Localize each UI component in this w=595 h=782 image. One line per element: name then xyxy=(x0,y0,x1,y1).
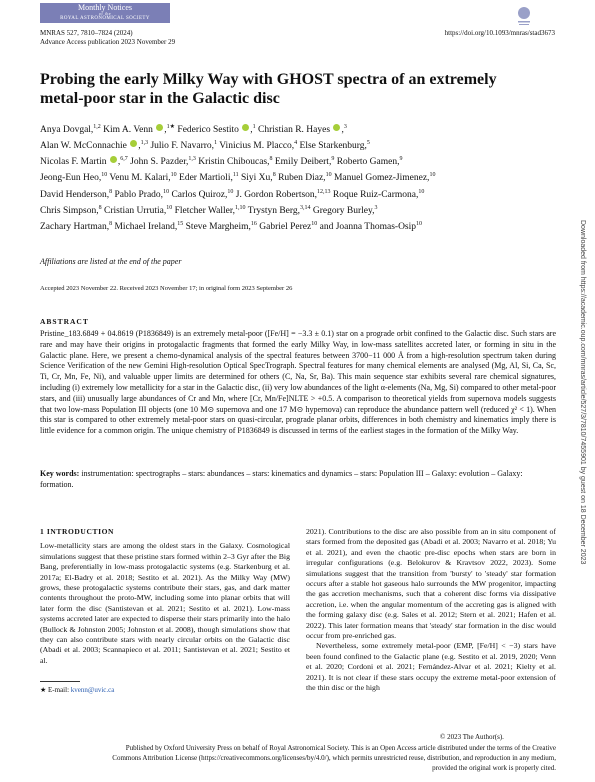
advance-access: Advance Access publication 2023 November 29 xyxy=(40,38,176,46)
email-label: ★ E-mail: xyxy=(40,686,71,694)
author-list xyxy=(40,121,560,234)
citation: MNRAS 527, 7810–7824 (2024) xyxy=(40,29,133,37)
footer-line: Commons Attribution License (https://creativecommons.org/licenses/by/4.0/), which permits unrestricted reuse, distribution, and reproduction in any medium, xyxy=(112,754,556,762)
author-line: Nicolas F. Martin ,$^{6,7}$ John S. Pazder,$^{1,3}$ Kristin Chiboucas,$^8$ Emily Deibert,$^9$ Roberto Gamen,$^9$ xyxy=(40,156,403,168)
author-line: Zachary Hartman,$^8$ Michael Ireland,$^{15}$ Steve Margheim,$^{16}$ Gabriel Perez$^{10}$ and Joanna Thomas-Osip$^{10}$ xyxy=(40,220,423,233)
download-notice: Downloaded from https://academic.oup.com/mnras/article/527/3/7810/7455901 by guest on 18 December 2023 xyxy=(579,220,586,565)
affiliations-note: Affiliations are listed at the end of the paper xyxy=(40,257,182,266)
paragraph: Nevertheless, some extremely metal-poor (EMP, [Fe/H] < −3) stars have been found confined to the Galactic plane (e.g. Sestito et al. 2019, 2020; Venn et al. 2020; Cordoni et al. 2021; Fernández-Alvar et al. 2021; Kielty et al. 2021). It is not clear if these stars occupy the extreme metal-poor extension of the thin disc or the high xyxy=(306,641,556,693)
banner-line2: of the xyxy=(98,11,112,16)
abstract-text: Pristine_183.6849 + 04.8619 (P1836849) is an extremely metal-poor ([Fe/H] = −3.3 ± 0.1) star on a prograde orbit confined to the Galactic disc. Such stars are rare and may have their origins in protogalactic fragments that formed the early Milky Way, in low-mass satellites accreted later, or forming in situ in the Galactic plane. Here, we present a chemo-dynamical analysis of the spectral features between 3700−11 000 Å from a high-resolution spectrum taken during Science Verification of the new Gemini High-resolution Optical SpecTrograph. Spectral features for many chemical elements are analysed (Mg, Al, Si, Ca, Sc, Ti, Cr, Mn, Fe, Ni), and valuable upper limits are determined for others (C, Na, Sr, Ba). This main sequence star exhibits several rare chemical signatures, including (i) extremely low metallicity for a star in the Galactic disc, (ii) very low abundances of the light α-elements (Na, Mg, Si) compared to other metal-poor stars, and (iii) unusually large abundances of Cr and Mn, where [Cr, Mn/Fe]NLTE > +0.5. A comparison to theoretical yields from supernova models suggests that two low-mass Population III objects (one 10 M⊙ supernova and one 17 M⊙ hypernova) can reproduce the abundance pattern well (reduced χ² < 1). When this star is compared to other extremely metal-poor stars on quasi-circular, prograde planar orbits, differences in both chemistry and kinematics imply there is little evidence for a common origin. The unique chemistry of P1836849 is discussed in terms of the earliest stages in the formation of the Milky Way. xyxy=(40,329,556,436)
author-line: Jeong-Eun Heo,$^{10}$ Venu M. Kalari,$^{10}$ Eder Martioli,$^{11}$ Siyi Xu,$^8$ Ruben Diaz,$^{10}$ Manuel Gomez-Jimenez,$^{10}$ xyxy=(40,172,436,184)
ras-logo-icon xyxy=(514,5,534,27)
footer-line: Published by Oxford University Press on behalf of Royal Astronomical Society. This is an Open Access article distributed under the terms of the Creative xyxy=(125,744,556,752)
keywords-label: Key words: xyxy=(40,469,80,478)
orcid-icon[interactable] xyxy=(130,140,137,147)
footnote-email xyxy=(40,686,114,694)
section-heading: 1 INTRODUCTION xyxy=(40,527,115,536)
keywords xyxy=(40,469,556,491)
footnote-rule xyxy=(40,681,80,682)
keywords-text: instrumentation: spectrographs – stars: abundances – stars: kinematics and dynamics – stars: Population III – Galaxy: evolution – Galaxy: formation. xyxy=(40,469,523,489)
copyright: © 2023 The Author(s). xyxy=(440,733,504,741)
orcid-icon[interactable] xyxy=(242,124,249,131)
orcid-icon[interactable] xyxy=(110,156,117,163)
author-line: Chris Simpson,$^8$ Cristian Urrutia,$^{10}$ Fletcher Waller,$^{1,10}$ Trystyn Berg,$^{3,14}$ Gregory Burley,$^3$ xyxy=(40,204,378,216)
banner-line1: Monthly Notices xyxy=(78,3,132,12)
orcid-icon[interactable] xyxy=(156,124,163,131)
accepted-dates: Accepted 2023 November 22. Received 2023 November 17; in original form 2023 September 26 xyxy=(40,285,293,292)
column-left xyxy=(40,527,290,666)
download-sidebar xyxy=(576,220,586,640)
author-line: Anya Dovgal,$^{1,2}$ Kim A. Venn ,$^{1★}$ Federico Sestito ,$^1$ Christian R. Hayes ,$^3$ xyxy=(40,124,347,136)
license-footer xyxy=(40,743,556,773)
author-line: Alan W. McConnachie ,$^{1,3}$ Julio F. Navarro,$^1$ Vinicius M. Placco,$^4$ Else Starkenburg,$^5$ xyxy=(40,140,370,152)
paragraph: 2021). Contributions to the disc are also possible from an in situ component of stars formed from the deposited gas (Abadi et al. 2003; Navarro et al. 2018; Yu et al. 2021), and even the chaotic pre-disc epochs when stars are born in irregular configurations (e.g. Belokurov & Kravtsov 2022, 2023). Some simulations suggest that the transition from 'bursty' to 'steady' star formation occurs after a stable hot gaseous halo surrounds the MW progenitor, impacting the gas accretion mechanisms, such that a coherent disc forms via dissipative accretion, i.e. when the angular momentum of the accreting gas is aligned with the forming galaxy disc (e.g. Sales et al. 2012; Stern et al. 2021; Hafen et al. 2022). This later formation means that 'steady' star formation in the disc would occur from pre-enriched gas. xyxy=(306,527,556,641)
abstract-heading: ABSTRACT xyxy=(40,317,89,326)
banner-line3: ROYAL ASTRONOMICAL SOCIETY xyxy=(60,16,150,21)
author-line: David Henderson,$^8$ Pablo Prado,$^{10}$ Carlos Quiroz,$^{10}$ J. Gordon Robertson,$^{12,13}$ Roque Ruiz-Carmona,$^{10}$ xyxy=(40,188,425,200)
journal-banner xyxy=(40,3,170,23)
paragraph: Low-metallicity stars are among the oldest stars in the Galaxy. Cosmological simulations suggest that these pristine stars formed within 2–3 Gyr after the Big Bang, preferentially in low-mass protogalactic systems (e.g. Starkenburg et al. 2017a; El-Badry et al. 2018; Sestito et al. 2021). As the Milky Way (MW) grows, these protogalactic systems contribute their stars, gas, and dark matter contents throughout the proto-MW, including some into planar orbits that will later form the disc (Santistevan et al. 2021; Sestito et al. 2021). Low-mass systems accreted later are expected to disperse their stars primarily into the halo (Bullock & Johnston 2005; Johnston et al. 2008), though simulations show that they can also contribute stars with nearly circular orbits on the Galactic disc (Abadi et al. 2003; Scannapieco et al. 2011; Santistevan et al. 2021; Sestito et al. xyxy=(40,541,290,665)
email-link[interactable]: kvenn@uvic.ca xyxy=(70,686,115,694)
footer-line: provided the original work is properly cited. xyxy=(432,764,556,772)
orcid-icon[interactable] xyxy=(333,124,340,131)
column-right xyxy=(306,527,556,694)
doi-link[interactable]: https://doi.org/10.1093/mnras/stad3673 xyxy=(444,29,555,37)
paper-title: Probing the early Milky Way with GHOST spectra of an extremely metal-poor star in the Galactic disc xyxy=(40,71,497,107)
